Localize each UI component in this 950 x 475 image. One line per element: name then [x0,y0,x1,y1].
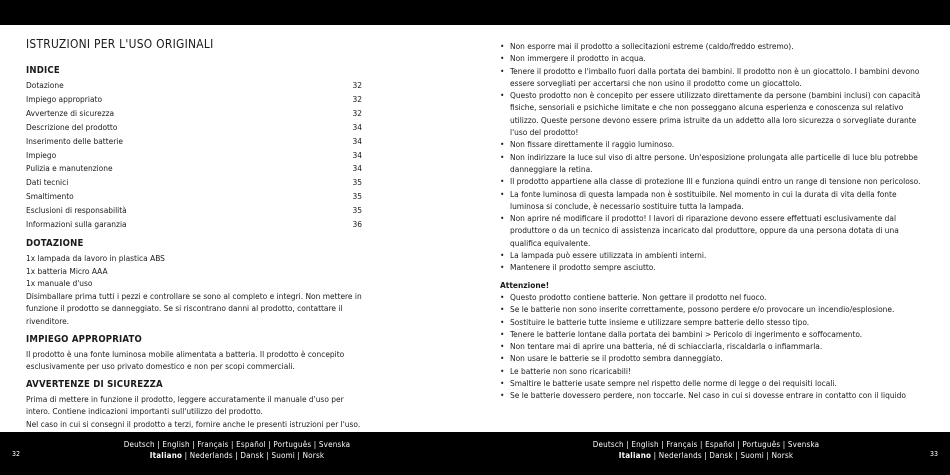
dotazione-paragraph: Disimballare prima tutti i pezzi e controllare se sono al completo e integri. Non mettere in funzione il prodotto se danneggiato. Se si riscontrano danni al prodotto, contattare il rivenditore. [26,290,362,326]
list-item: • Le batterie non sono ricaricabili! [500,365,926,377]
avvertenze-paragraph: Nel caso in cui si consegni il prodotto a terzi, fornire anche le presenti istruzioni per l'uso. [26,418,361,429]
current-language: Italiano [149,450,183,460]
language-nav-left [107,440,367,461]
toc-label: Dati tecnici [26,177,69,188]
dotazione-line: 1x lampada da lavoro in plastica ABS [26,252,165,263]
toc-row [26,93,362,107]
list-item: • Il prodotto appartiene alla classe di protezione III e funziona quindi entro un range di tensione non pericoloso. [500,175,926,187]
list-item: • Non fissare direttamente il raggio luminoso. [500,138,926,150]
list-item: • Non aprire né modificare il prodotto! I lavori di riparazione devono essere effettuati esclusivamente dal produttore o da un tecnico di assistenza incaricato dal produttore, oppure da una persona dotata di una qualifica equivalente. [500,212,926,249]
toc-label: Informazioni sulla garanzia [26,219,127,230]
toc-label: Dotazione [26,80,64,90]
toc-row [26,121,362,135]
language-line-rest: | Nederlands | Dansk | Suomi | Norsk [651,450,794,460]
toc-page: 35 [352,205,362,216]
impiego-heading: IMPIEGO APPROPRIATO [26,333,142,345]
page-title: ISTRUZIONI PER L'USO ORIGINALI [26,36,214,51]
toc-label: Esclusioni di responsabilità [26,205,127,216]
list-item: • Non tentare mai di aprire una batteria, né di schiacciarla, riscaldarla o infiammarla. [500,340,926,352]
toc-label: Pulizia e manutenzione [26,163,113,174]
language-line [576,451,836,462]
language-line: Deutsch | English | Français | Español | Português | Svenska [123,440,351,449]
toc-row [26,162,362,176]
toc-page: 35 [352,177,362,188]
toc-row [26,204,362,218]
index-list [26,79,362,232]
battery-warning-list [500,291,926,402]
list-item: • Non immergere il prodotto in acqua. [500,52,926,64]
list-item: • Mantenere il prodotto sempre asciutto. [500,261,926,273]
toc-row [26,218,362,232]
toc-label: Smaltimento [26,191,74,202]
toc-page: 34 [352,149,362,160]
left-page [26,32,362,431]
dotazione-line: 1x batteria Micro AAA [26,265,108,276]
toc-row [26,79,362,93]
footer-bar [0,432,950,475]
toc-label: Descrizione del prodotto [26,121,118,132]
list-item: • Se le batterie non sono inserite correttamente, possono perdere e/o provocare un incendio/esplosione. [500,303,926,315]
safety-list [500,40,926,274]
avvertenze-heading: AVVERTENZE DI SICUREZZA [26,378,163,390]
toc-row [26,135,362,149]
list-item: • La lampada può essere utilizzata in ambienti interni. [500,249,926,261]
list-item: • Questo prodotto non è concepito per essere utilizzato direttamente da persone (bambini inclusi) con capacità fisiche, sensoriali e psichiche limitate e che non posseggano alcuna esperienza e conoscenza sul relativo utilizzo. Queste persone devono essere prima istruite da un addetto alla loro sicurezza o sorvegliate durante l'uso del prodotto! [500,89,926,138]
page-number-right: 33 [930,450,939,458]
language-line [107,451,367,462]
list-item: • Tenere il prodotto e l'imballo fuori dalla portata dei bambini. Il prodotto non è un giocattolo. I bambini devono essere sorvegliati per accertarsi che non usino il prodotto come un giocattolo. [500,65,926,90]
toc-page: 34 [352,121,362,132]
toc-row [26,149,362,163]
dotazione-line: 1x manuale d'uso [26,278,93,289]
attention-heading: Attenzione! [500,279,550,290]
language-line: Deutsch | English | Français | Español | Português | Svenska [592,440,820,449]
list-item: • Questo prodotto contiene batterie. Non gettare il prodotto nel fuoco. [500,291,926,303]
right-page [500,40,926,402]
list-item: • Non esporre mai il prodotto a sollecitazioni estreme (caldo/freddo estremo). [500,40,926,52]
page-number-left: 32 [12,450,21,458]
list-item: • Se le batterie dovessero perdere, non toccarle. Nel caso in cui si dovesse entrare in contatto con il liquido [500,389,926,401]
language-nav-right [576,440,836,461]
list-item: • Sostituire le batterie tutte insieme e utilizzare sempre batterie dello stesso tipo. [500,316,926,328]
toc-row [26,176,362,190]
toc-label: Avvertenze di sicurezza [26,107,115,118]
toc-row [26,190,362,204]
toc-page: 35 [352,191,362,202]
list-item: • Non usare le batterie se il prodotto sembra danneggiato. [500,352,926,364]
toc-page: 34 [352,135,362,146]
dotazione-heading: DOTAZIONE [26,237,84,249]
toc-page: 32 [352,93,362,104]
top-bar [0,0,950,25]
list-item: • Tenere le batterie lontane dalla portata dei bambini > Pericolo di ingerimento e soffocamento. [500,328,926,340]
toc-page: 34 [352,163,362,174]
list-item: • Non indirizzare la luce sul viso di altre persone. Un'esposizione prolungata alle particelle di luce blu potrebbe danneggiare la retina. [500,151,926,176]
toc-label: Inserimento delle batterie [26,135,123,146]
avvertenze-paragraph: Prima di mettere in funzione il prodotto, leggere accuratamente il manuale d'uso per intero. Contiene indicazioni importanti sull'utilizzo del prodotto. [26,393,344,417]
list-item: • La fonte luminosa di questa lampada non è sostituibile. Nel momento in cui la durata di vita della fonte luminosa si conclude, è necessario sostituire tutta la lampada. [500,188,926,213]
list-item: • Smaltire le batterie usate sempre nel rispetto delle norme di legge o dei requisiti locali. [500,377,926,389]
toc-page: 32 [352,107,362,118]
toc-page: 36 [352,219,362,230]
toc-page: 32 [352,80,362,90]
toc-label: Impiego [26,149,57,160]
impiego-paragraph: Il prodotto è una fonte luminosa mobile alimentata a batteria. Il prodotto è concepito esclusivamente per uso privato domestico e non per scopi commerciali. [26,348,345,372]
current-language: Italiano [618,450,652,460]
toc-label: Impiego appropriato [26,93,103,104]
language-line-rest: | Nederlands | Dansk | Suomi | Norsk [182,450,325,460]
toc-row [26,107,362,121]
index-heading: INDICE [26,65,60,76]
